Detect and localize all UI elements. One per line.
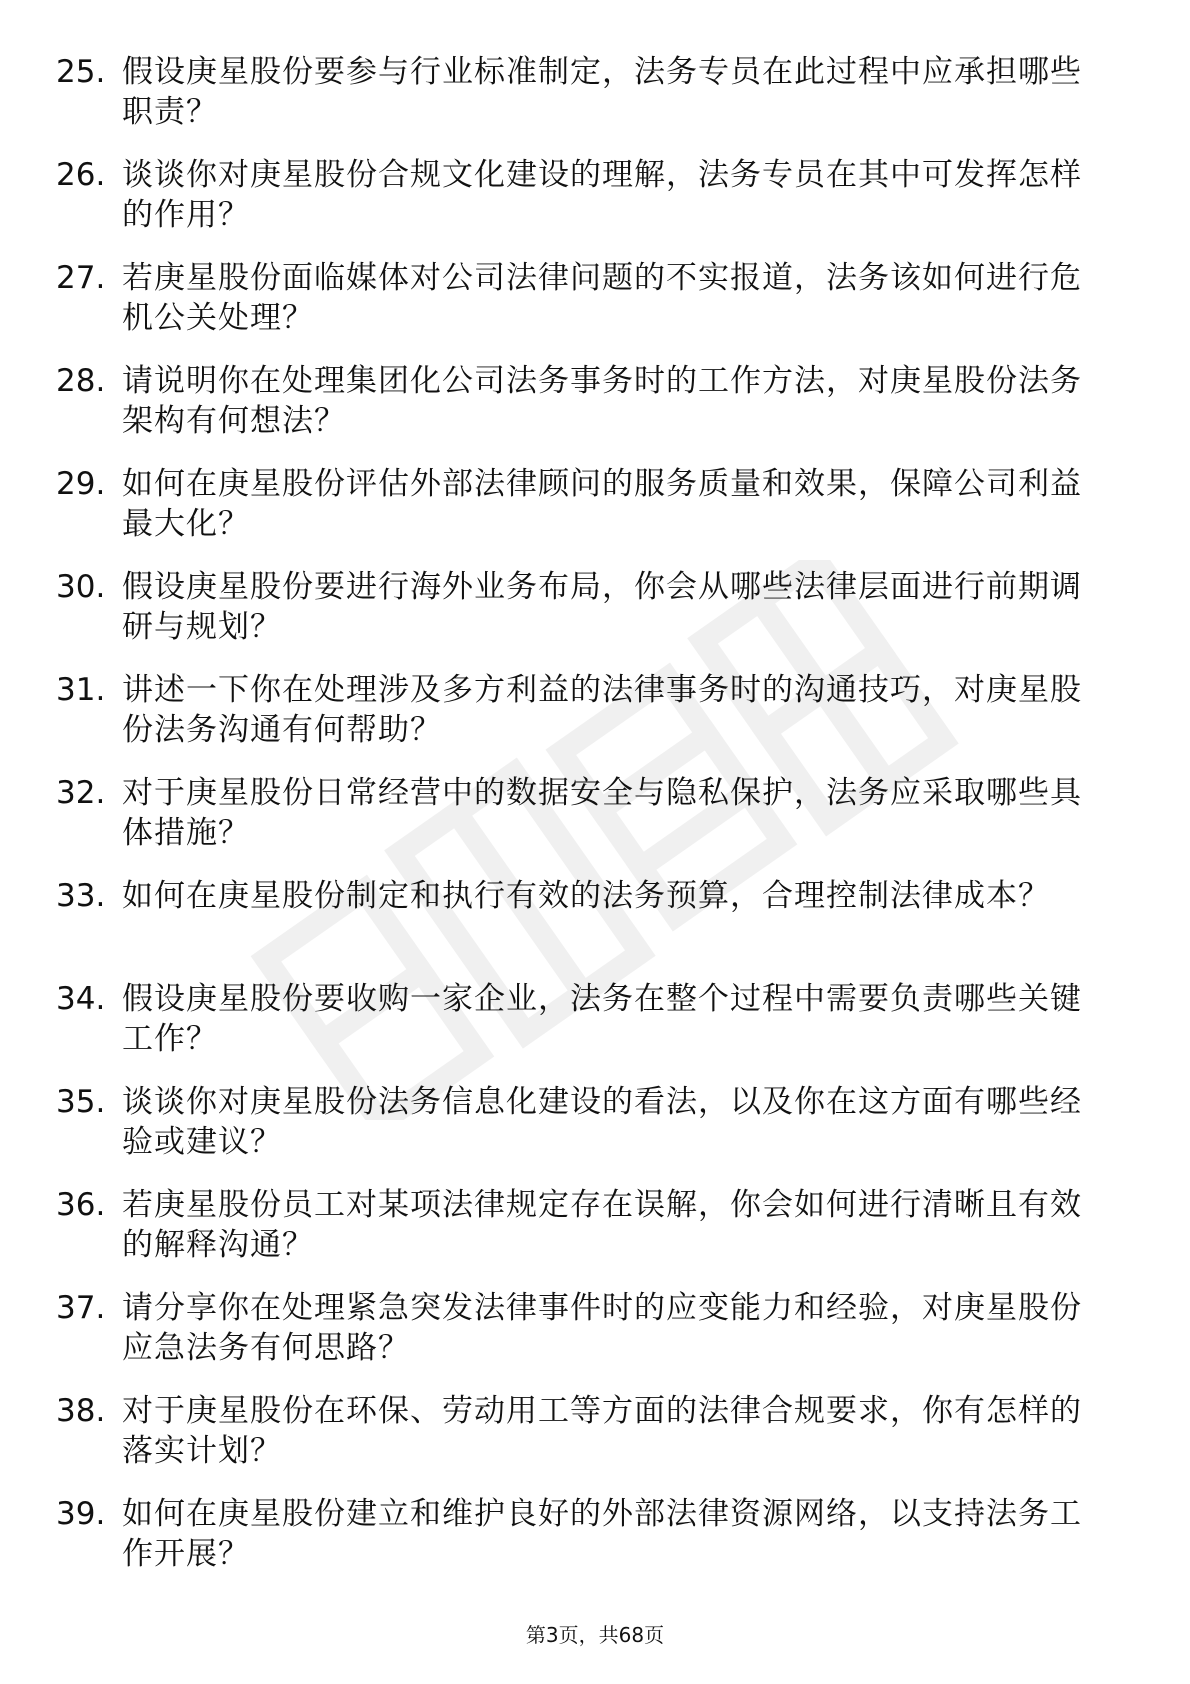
list-item (56, 1185, 1106, 1288)
list-item (56, 773, 1106, 876)
question-text: 如何在庚星股份建立和维护良好的外部法律资源网络，以支持法务工作开展？ (122, 1496, 1082, 1572)
question-number: 37. (56, 1290, 106, 1326)
list-item (56, 258, 1106, 361)
list-item (56, 361, 1106, 464)
list-item (56, 979, 1106, 1082)
page-footer (0, 1622, 1190, 1648)
list-item (56, 52, 1106, 155)
question-text: 请分享你在处理紧急突发法律事件时的应变能力和经验，对庚星股份应急法务有何思路？ (122, 1290, 1082, 1366)
question-text: 如何在庚星股份制定和执行有效的法务预算，合理控制法律成本？ (122, 878, 1050, 914)
question-number: 30. (56, 569, 106, 605)
question-number: 34. (56, 981, 106, 1017)
list-item (56, 1391, 1106, 1494)
list-item (56, 1082, 1106, 1185)
list-item (56, 155, 1106, 258)
question-text: 假设庚星股份要进行海外业务布局，你会从哪些法律层面进行前期调研与规划？ (122, 569, 1082, 645)
list-item (56, 464, 1106, 567)
list-item (56, 567, 1106, 670)
question-text: 谈谈你对庚星股份合规文化建设的理解，法务专员在其中可发挥怎样的作用？ (122, 157, 1082, 233)
question-number: 27. (56, 260, 106, 296)
question-number: 25. (56, 54, 106, 90)
question-text: 若庚星股份员工对某项法律规定存在误解，你会如何进行清晰且有效的解释沟通？ (122, 1187, 1082, 1263)
question-text: 若庚星股份面临媒体对公司法律问题的不实报道，法务该如何进行危机公关处理？ (122, 260, 1082, 336)
question-number: 31. (56, 672, 106, 708)
question-text: 假设庚星股份要收购一家企业，法务在整个过程中需要负责哪些关键工作？ (122, 981, 1082, 1057)
question-text: 假设庚星股份要参与行业标准制定，法务专员在此过程中应承担哪些职责？ (122, 54, 1082, 130)
question-number: 35. (56, 1084, 106, 1120)
question-text: 谈谈你对庚星股份法务信息化建设的看法，以及你在这方面有哪些经验或建议？ (122, 1084, 1082, 1160)
list-item (56, 670, 1106, 773)
question-text: 如何在庚星股份评估外部法律顾问的服务质量和效果，保障公司利益最大化？ (122, 466, 1082, 542)
list-item (56, 876, 1106, 979)
page-number-label: 第3页，共68页 (525, 1623, 665, 1647)
question-number: 38. (56, 1393, 106, 1429)
question-text: 请说明你在处理集团化公司法务事务时的工作方法，对庚星股份法务架构有何想法？ (122, 363, 1082, 439)
question-number: 39. (56, 1496, 106, 1532)
question-number: 32. (56, 775, 106, 811)
question-list (56, 52, 1106, 1597)
question-text: 对于庚星股份日常经营中的数据安全与隐私保护，法务应采取哪些具体措施？ (122, 775, 1082, 851)
question-number: 26. (56, 157, 106, 193)
question-number: 36. (56, 1187, 106, 1223)
list-item (56, 1288, 1106, 1391)
question-number: 33. (56, 878, 106, 914)
question-text: 对于庚星股份在环保、劳动用工等方面的法律合规要求，你有怎样的落实计划？ (122, 1393, 1082, 1469)
question-number: 29. (56, 466, 106, 502)
list-item (56, 1494, 1106, 1597)
question-number: 28. (56, 363, 106, 399)
question-text: 讲述一下你在处理涉及多方利益的法律事务时的沟通技巧，对庚星股份法务沟通有何帮助？ (122, 672, 1082, 748)
